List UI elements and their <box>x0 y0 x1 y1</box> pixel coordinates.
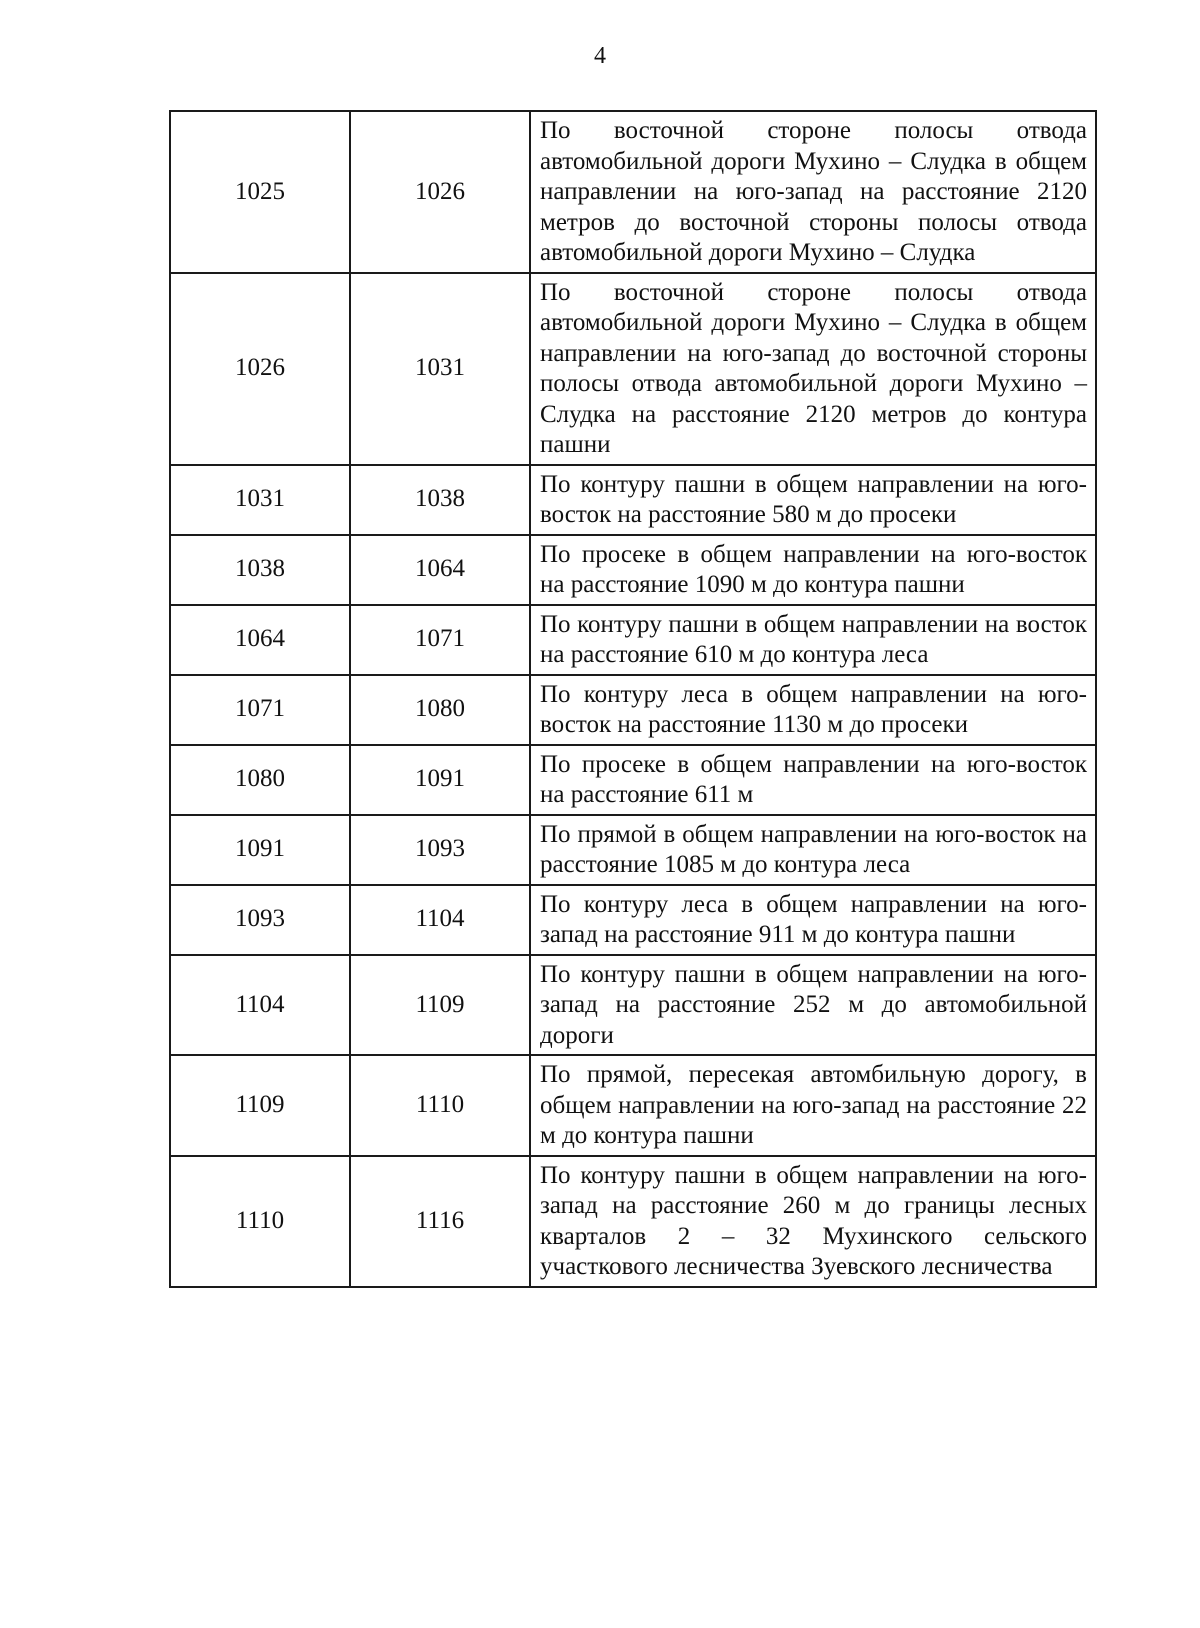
to-point-cell: 1026 <box>350 111 530 273</box>
to-point-cell: 1104 <box>350 885 530 955</box>
description-cell: По восточной стороне полосы отвода автомобильной дороги Мухино – Слудка в общем направлении на юго-запад на расстояние 2120 метров до восточной стороны полосы отвода автомобильной дороги Мухино – Слудка <box>530 111 1096 273</box>
table-row <box>170 465 1096 535</box>
table-row <box>170 1055 1096 1156</box>
to-point-cell: 1091 <box>350 745 530 815</box>
from-point-cell: 1091 <box>170 815 350 885</box>
table-row <box>170 535 1096 605</box>
from-point-cell: 1026 <box>170 273 350 465</box>
from-point-cell: 1064 <box>170 605 350 675</box>
from-point-cell: 1038 <box>170 535 350 605</box>
to-point-cell: 1064 <box>350 535 530 605</box>
table-row <box>170 273 1096 465</box>
table-row <box>170 1156 1096 1287</box>
description-cell: По контуру пашни в общем направлении на юго-восток на расстояние 580 м до просеки <box>530 465 1096 535</box>
from-point-cell: 1025 <box>170 111 350 273</box>
table-row <box>170 605 1096 675</box>
to-point-cell: 1071 <box>350 605 530 675</box>
from-point-cell: 1031 <box>170 465 350 535</box>
description-cell: По прямой в общем направлении на юго-восток на расстояние 1085 м до контура леса <box>530 815 1096 885</box>
description-cell: По контуру леса в общем направлении на юго-запад на расстояние 911 м до контура пашни <box>530 885 1096 955</box>
to-point-cell: 1109 <box>350 955 530 1056</box>
description-cell: По контуру пашни в общем направлении на юго-запад на расстояние 252 м до автомобильной дороги <box>530 955 1096 1056</box>
table-row <box>170 675 1096 745</box>
description-cell: По контуру пашни в общем направлении на восток на расстояние 610 м до контура леса <box>530 605 1096 675</box>
table-row <box>170 955 1096 1056</box>
to-point-cell: 1093 <box>350 815 530 885</box>
to-point-cell: 1116 <box>350 1156 530 1287</box>
description-cell: По просеке в общем направлении на юго-восток на расстояние 1090 м до контура пашни <box>530 535 1096 605</box>
description-cell: По восточной стороне полосы отвода автомобильной дороги Мухино – Слудка в общем направлении на юго-запад до восточной стороны полосы отвода автомобильной дороги Мухино – Слудка на расстояние 2120 метров до контура пашни <box>530 273 1096 465</box>
description-cell: По прямой, пересекая автомбильную дорогу, в общем направлении на юго-запад на расстояние 22 м до контура пашни <box>530 1055 1096 1156</box>
from-point-cell: 1110 <box>170 1156 350 1287</box>
from-point-cell: 1104 <box>170 955 350 1056</box>
description-cell: По просеке в общем направлении на юго-восток на расстояние 611 м <box>530 745 1096 815</box>
description-cell: По контуру пашни в общем направлении на юго-запад на расстояние 260 м до границы лесных кварталов 2 – 32 Мухинского сельского участкового лесничества Зуевского лесничества <box>530 1156 1096 1287</box>
from-point-cell: 1109 <box>170 1055 350 1156</box>
description-cell: По контуру леса в общем направлении на юго-восток на расстояние 1130 м до просеки <box>530 675 1096 745</box>
table-row <box>170 745 1096 815</box>
to-point-cell: 1031 <box>350 273 530 465</box>
from-point-cell: 1093 <box>170 885 350 955</box>
page-number: 4 <box>594 43 606 69</box>
from-point-cell: 1080 <box>170 745 350 815</box>
to-point-cell: 1038 <box>350 465 530 535</box>
to-point-cell: 1110 <box>350 1055 530 1156</box>
boundary-table <box>169 110 1097 1288</box>
table-row <box>170 885 1096 955</box>
to-point-cell: 1080 <box>350 675 530 745</box>
table-row <box>170 111 1096 273</box>
from-point-cell: 1071 <box>170 675 350 745</box>
table-row <box>170 815 1096 885</box>
